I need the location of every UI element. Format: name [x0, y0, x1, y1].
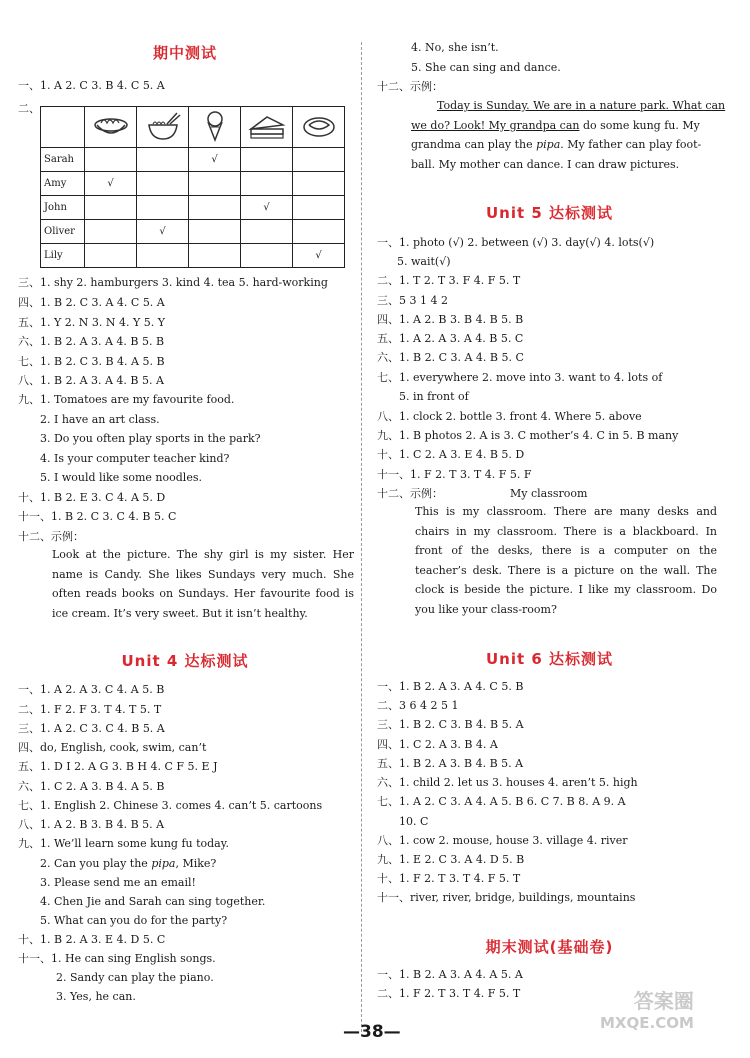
row-name: Amy — [41, 172, 85, 196]
table-cell — [137, 148, 189, 172]
midterm-q3: 三、1. shy 2. hamburgers 3. kind 4. tea 5. hard-working — [18, 276, 328, 289]
table-cell — [293, 220, 345, 244]
final-q2: 二、1. F 2. T 3. T 4. F 5. T — [377, 987, 521, 1000]
unit6-q11: 十一、river, river, bridge, buildings, mountains — [377, 891, 636, 904]
unit4-q6: 六、1. C 2. A 3. B 4. A 5. B — [18, 780, 165, 793]
unit5-essay: This is my classroom. There are many desks and chairs in my classroom. There is a blackboard. In front of the desks, there is a computer on the teacher’s desk. There is a picture on the wall. The clock is beside the picture. I like my classroom. Do you like your class-room? — [415, 505, 717, 616]
page-number: —38— — [343, 1022, 401, 1042]
midterm-q11-5: 5. She can sing and dance. — [411, 61, 561, 74]
unit4-q11-3: 3. Yes, he can. — [56, 990, 136, 1003]
table-cell — [241, 148, 293, 172]
table-header-cell — [137, 107, 189, 148]
essay-line-3 — [411, 138, 701, 152]
unit4-q9-5: 5. What can you do for the party? — [40, 914, 228, 927]
unit4-q4: 四、do, English, cook, swim, can’t — [18, 741, 207, 754]
unit4-q9-2-c: , Mike? — [175, 857, 217, 870]
unit6-q1: 一、1. B 2. A 3. A 4. C 5. B — [377, 680, 524, 693]
unit6-q7b: 10. C — [399, 815, 429, 828]
table-cell: √ — [293, 244, 345, 268]
table-cell — [85, 244, 137, 268]
noodles-icon — [143, 111, 183, 141]
table-cell — [293, 148, 345, 172]
unit4-q8: 八、1. A 2. B 3. B 4. B 5. A — [18, 818, 165, 831]
midterm-q8: 八、1. B 2. A 3. A 4. B 5. A — [18, 374, 164, 387]
unit6-q4: 四、1. C 2. A 3. B 4. A — [377, 738, 498, 751]
table-cell: √ — [241, 196, 293, 220]
table-cell — [241, 172, 293, 196]
unit4-q5: 五、1. D I 2. A G 3. B H 4. C F 5. E J — [18, 760, 218, 773]
midterm-q9-2: 2. I have an art class. — [40, 413, 160, 426]
essay-line-3-c: . My father can play foot- — [560, 138, 702, 151]
table-cell — [189, 196, 241, 220]
watermark-top: 答案圈 — [633, 989, 694, 1013]
watermark-bottom: MXQE.COM — [600, 1014, 694, 1032]
midterm-q9-3: 3. Do you often play sports in the park? — [40, 432, 261, 445]
midterm-q12-essay: Look at the picture. The shy girl is my sister. Her name is Candy. She likes Sundays very much. She often reads books on Sundays. Her favourite food is ice cream. It’s very sweet. But it isn’t healthy. — [52, 548, 354, 620]
unit4-q9-2 — [40, 857, 216, 871]
unit6-q6: 六、1. child 2. let us 3. houses 4. aren’t 5. high — [377, 776, 638, 789]
ice-cream-icon — [195, 110, 235, 142]
table-cell — [241, 244, 293, 268]
table-cell: √ — [189, 148, 241, 172]
table-header-cell — [241, 107, 293, 148]
midterm-q9-5: 5. I would like some noodles. — [40, 471, 202, 484]
watermark — [600, 990, 694, 1034]
table-row — [41, 220, 345, 244]
table-row — [41, 148, 345, 172]
row-name: Sarah — [41, 148, 85, 172]
midterm-q1: 一、1. A 2. C 3. B 4. C 5. A — [18, 79, 165, 92]
row-name: John — [41, 196, 85, 220]
midterm-q9-1: 九、1. Tomatoes are my favourite food. — [18, 393, 235, 406]
table-header-cell — [293, 107, 345, 148]
table-cell: √ — [85, 172, 137, 196]
table-header-cell — [85, 107, 137, 148]
unit4-q9-4: 4. Chen Jie and Sarah can sing together. — [40, 895, 266, 908]
unit4-q11-1: 十一、1. He can sing English songs. — [18, 952, 216, 965]
unit4-q2: 二、1. F 2. F 3. T 4. T 5. T — [18, 703, 162, 716]
midterm-q7: 七、1. B 2. C 3. B 4. A 5. B — [18, 355, 165, 368]
unit5-q1b: 5. wait(√) — [397, 255, 451, 268]
table-header-row — [41, 107, 345, 148]
unit5-q6: 六、1. B 2. C 3. A 4. B 5. C — [377, 351, 524, 364]
essay-line-1-text: Today is Sunday. We are in a nature park. What can — [437, 99, 726, 112]
sandwich-icon — [247, 111, 287, 141]
final-q1: 一、1. B 2. A 3. A 4. A 5. A — [377, 968, 523, 981]
midterm-q12: 十二、示例： — [18, 530, 84, 543]
essay-line-2-b: do some kung fu. My — [579, 119, 700, 132]
essay-line-3-a: grandma can play the — [411, 138, 537, 151]
sausage-icon — [299, 111, 339, 141]
midterm-q10: 十、1. B 2. E 3. C 4. A 5. D — [18, 491, 166, 504]
unit5-q11: 十一、1. F 2. T 3. T 4. F 5. F — [377, 468, 532, 481]
unit5-q4: 四、1. A 2. B 3. B 4. B 5. B — [377, 313, 524, 326]
unit5-q10: 十、1. C 2. A 3. E 4. B 5. D — [377, 448, 525, 461]
row-name: Lily — [41, 244, 85, 268]
unit6-q10: 十、1. F 2. T 3. T 4. F 5. T — [377, 872, 521, 885]
unit4-q3: 三、1. A 2. C 3. C 4. B 5. A — [18, 722, 165, 735]
unit4-q1: 一、1. A 2. A 3. C 4. A 5. B — [18, 683, 165, 696]
unit6-q3: 三、1. B 2. C 3. B 4. B 5. A — [377, 718, 524, 731]
final-exam-title: 期末测试(基础卷) — [485, 938, 614, 956]
midterm-q2-label: 二、 — [18, 102, 40, 115]
unit5-title: Unit 5 达标测试 — [485, 204, 614, 222]
essay-line-1 — [437, 99, 725, 113]
table-cell — [85, 196, 137, 220]
column-divider — [361, 42, 362, 1032]
unit5-q1a: 一、1. photo (√) 2. between (√) 3. day(√) 4. lots(√) — [377, 236, 655, 249]
unit5-q3: 三、5 3 1 4 2 — [377, 294, 448, 307]
unit6-q9: 九、1. E 2. C 3. A 4. D 5. B — [377, 853, 525, 866]
unit6-q7a: 七、1. A 2. C 3. A 4. A 5. B 6. C 7. B 8. A 9. A — [377, 795, 626, 808]
unit6-q8: 八、1. cow 2. mouse, house 3. village 4. river — [377, 834, 628, 847]
table-cell — [137, 196, 189, 220]
unit5-q2: 二、1. T 2. T 3. F 4. F 5. T — [377, 274, 521, 287]
unit4-q9-2-b: pipa — [151, 857, 176, 870]
unit6-title: Unit 6 达标测试 — [485, 650, 614, 668]
essay-line-2 — [411, 119, 700, 133]
midterm-title: 期中测试 — [152, 44, 217, 62]
table-row — [41, 172, 345, 196]
unit5-q5: 五、1. A 2. A 3. A 4. B 5. C — [377, 332, 524, 345]
unit5-essay-title: My classroom — [510, 487, 588, 500]
unit4-q9-1: 九、1. We’ll learn some kung fu today. — [18, 837, 229, 850]
midterm-q12-right: 十二、示例： — [377, 80, 443, 93]
unit4-q11-2: 2. Sandy can play the piano. — [56, 971, 214, 984]
unit6-q2: 二、3 6 4 2 5 1 — [377, 699, 459, 712]
unit5-q12: 十二、示例： — [377, 487, 443, 500]
table-cell — [189, 244, 241, 268]
table-cell — [137, 244, 189, 268]
midterm-q6: 六、1. B 2. A 3. A 4. B 5. B — [18, 335, 165, 348]
table-cell — [85, 220, 137, 244]
table-cell — [241, 220, 293, 244]
table-row — [41, 244, 345, 268]
unit4-title: Unit 4 达标测试 — [121, 652, 249, 670]
unit4-q9-2-a: 2. Can you play the — [40, 857, 152, 870]
essay-line-4: ball. My mother can dance. I can draw pictures. — [411, 158, 680, 171]
unit6-q5: 五、1. B 2. A 3. B 4. B 5. A — [377, 757, 524, 770]
essay-line-3-b: pipa — [536, 138, 561, 151]
essay-line-2-a: we do? Look! My grandpa can — [411, 119, 580, 132]
table-cell — [189, 220, 241, 244]
unit4-q10: 十、1. B 2. A 3. E 4. D 5. C — [18, 933, 166, 946]
table-corner-cell — [41, 107, 85, 148]
midterm-q11-4: 4. No, she isn’t. — [411, 41, 499, 54]
unit5-q7b: 5. in front of — [399, 390, 469, 403]
table-cell — [293, 172, 345, 196]
unit4-q7: 七、1. English 2. Chinese 3. comes 4. can’t 5. cartoons — [18, 799, 323, 812]
noodle-bowl-icon — [91, 111, 131, 141]
unit5-q9: 九、1. B photos 2. A is 3. C mother’s 4. C in 5. B many — [377, 429, 679, 442]
table-cell — [189, 172, 241, 196]
row-name: Oliver — [41, 220, 85, 244]
midterm-q9-4: 4. Is your computer teacher kind? — [40, 452, 230, 465]
unit4-q9-3: 3. Please send me an email! — [40, 876, 196, 889]
table-cell — [137, 172, 189, 196]
table-cell — [85, 148, 137, 172]
midterm-q4: 四、1. B 2. C 3. A 4. C 5. A — [18, 296, 165, 309]
table-cell — [293, 196, 345, 220]
unit5-q7a: 七、1. everywhere 2. move into 3. want to 4. lots of — [377, 371, 663, 384]
table-row — [41, 196, 345, 220]
midterm-q11: 十一、1. B 2. C 3. C 4. B 5. C — [18, 510, 177, 523]
unit5-q8: 八、1. clock 2. bottle 3. front 4. Where 5. above — [377, 410, 642, 423]
table-header-cell — [189, 107, 241, 148]
table-cell: √ — [137, 220, 189, 244]
midterm-q5: 五、1. Y 2. N 3. N 4. Y 5. Y — [18, 316, 165, 329]
food-preference-table — [40, 106, 345, 268]
